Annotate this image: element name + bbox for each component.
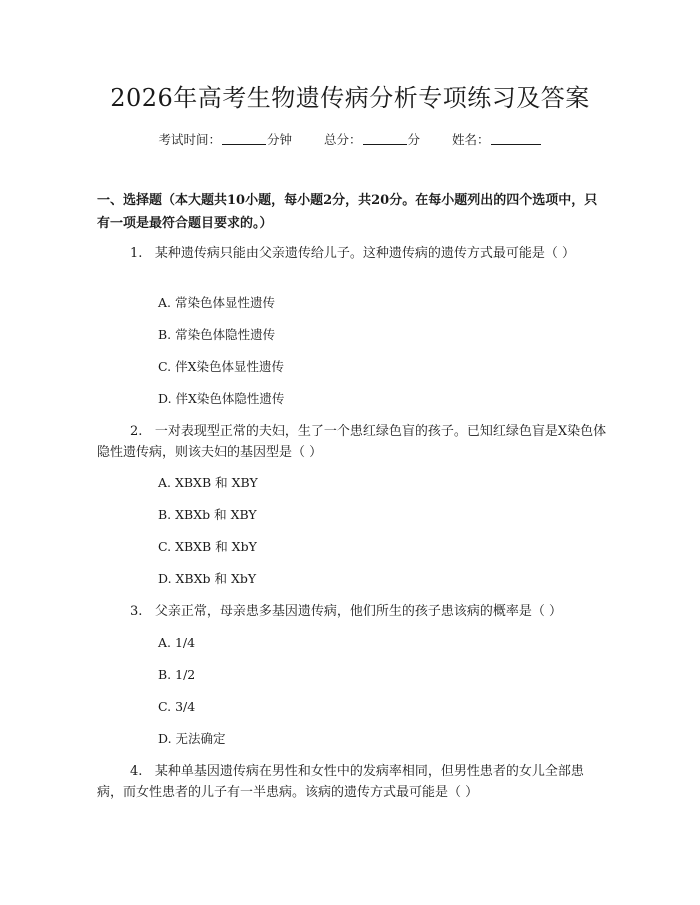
section-heading: 一、选择题（本大题共10小题，每小题2分，共20分。在每小题列出的四个选项中，只有一项是最符合题目要求的。） [97, 193, 598, 231]
option-3a[interactable]: A. 1/4 [158, 635, 196, 650]
total-score-label: 总分： [323, 132, 362, 147]
total-score-unit: 分 [407, 132, 421, 147]
student-name-label: 姓名： [452, 132, 490, 147]
student-name-field [452, 132, 542, 147]
question-number: 3. [130, 604, 143, 619]
page-title: 2026年高考生物遗传病分析专项练习及答案 [110, 84, 590, 112]
option-2a[interactable]: A. XBXB 和 XBY [158, 475, 258, 490]
question-text: 某种单基因遗传病在男性和女性中的发病率相同，但男性患者的女儿全部患病，而女性患者的儿子有一半患病。该病的遗传方式最可能是（ ） [97, 764, 584, 800]
question-text: 父亲正常，母亲患多基因遗传病，他们所生的孩子患该病的概率是（ ） [154, 604, 562, 619]
exam-time-unit: 分钟 [266, 132, 292, 147]
question-2 [97, 421, 607, 463]
option-1c[interactable]: C. 伴X染色体显性遗传 [158, 359, 284, 374]
option-2d[interactable]: D. XBXb 和 XbY [158, 571, 257, 586]
exam-time-label: 考试时间： [158, 132, 221, 147]
question-number: 2. [130, 424, 143, 439]
exam-time-field [158, 132, 292, 147]
question-1 [97, 243, 607, 264]
question-3 [97, 601, 607, 622]
total-score-field [324, 132, 420, 147]
question-4 [97, 761, 607, 803]
option-1b[interactable]: B. 常染色体隐性遗传 [158, 327, 276, 342]
question-text: 一对表现型正常的夫妇，生了一个患红绿色盲的孩子。已知红绿色盲是X染色体隐性遗传病，则该夫妇的基因型是（ ） [97, 424, 607, 460]
option-3d[interactable]: D. 无法确定 [158, 731, 226, 746]
option-1a[interactable]: A. 常染色体显性遗传 [158, 295, 275, 310]
question-number: 4. [130, 764, 143, 779]
student-name-blank[interactable] [491, 132, 541, 145]
question-text: 某种遗传病只能由父亲遗传给儿子。这种遗传病的遗传方式最可能是（ ） [154, 246, 575, 261]
question-number: 1. [130, 246, 143, 261]
option-3c[interactable]: C. 3/4 [158, 699, 196, 714]
option-3b[interactable]: B. 1/2 [158, 667, 196, 682]
option-2b[interactable]: B. XBXb 和 XBY [158, 507, 257, 522]
option-1d[interactable]: D. 伴X染色体隐性遗传 [158, 391, 285, 406]
exam-time-blank[interactable] [222, 132, 266, 145]
exam-info-line [0, 131, 700, 149]
total-score-blank[interactable] [363, 132, 407, 145]
option-2c[interactable]: C. XBXB 和 XbY [158, 539, 257, 554]
